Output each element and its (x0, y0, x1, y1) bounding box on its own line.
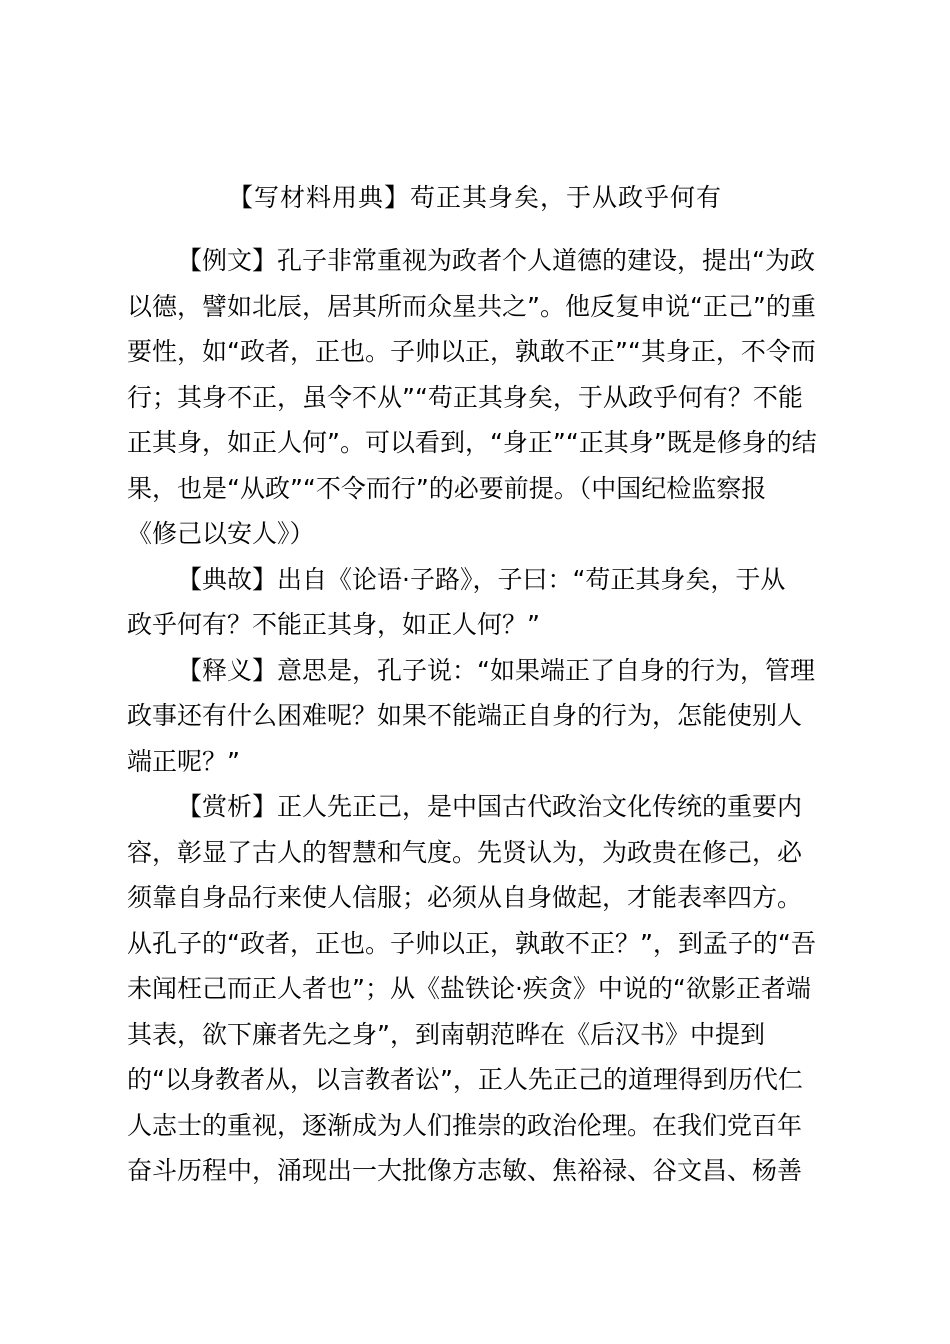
text-line: 正其身，如正人何”。可以看到，“身正”“正其身”既是修身的结 (127, 428, 817, 457)
text-line: 政乎何有？不能正其身，如正人何？” (127, 610, 540, 639)
text-line: 【例文】孔子非常重视为政者个人道德的建设，提出“为政 (177, 246, 815, 275)
document-body (127, 238, 833, 1194)
text-line: 要性，如“政者，正也。子帅以正，孰敢不正”“其身正，不令而 (127, 337, 816, 366)
paragraph-meaning (127, 648, 833, 785)
paragraph-appreciation (127, 784, 833, 1194)
text-line: 果，也是“从政”“不令而行”的必要前提。（中国纪检监察报 (127, 473, 767, 503)
text-line: 《修己以安人》） (127, 519, 315, 548)
text-line: 【典故】出自《论语·子路》，子曰：“苟正其身矣，于从 (177, 564, 786, 594)
paragraph-allusion (127, 557, 833, 648)
text-line: 未闻枉己而正人者也”；从《盐铁论·疾贪》中说的“欲影正者端 (127, 974, 811, 1003)
text-line: 的“以身教者从，以言教者讼”，正人先正己的道理得到历代仁 (127, 1065, 803, 1094)
text-line: 行；其身不正，虽令不从”“苟正其身矣，于从政乎何有？不能 (127, 382, 803, 412)
text-line: 【赏析】正人先正己，是中国古代政治文化传统的重要内 (177, 792, 803, 821)
text-line: 须靠自身品行来使人信服；必须从自身做起，才能表率四方。 (127, 883, 803, 912)
text-line: 以德，譬如北辰，居其所而众星共之”。他反复申说“正己”的重 (127, 291, 816, 321)
text-line: 端正呢？” (127, 746, 240, 776)
text-line: 从孔子的“政者，正也。子帅以正，孰敢不正？”，到孟子的“吾 (127, 928, 816, 958)
text-line: 奋斗历程中，涌现出一大批像方志敏、焦裕禄、谷文昌、杨善 (127, 1156, 803, 1185)
paragraph-example (127, 238, 833, 557)
text-line: 政事还有什么困难呢？如果不能端正自身的行为，怎能使别人 (127, 701, 803, 730)
text-line: 人志士的重视，逐渐成为人们推崇的政治伦理。在我们党百年 (127, 1110, 803, 1140)
text-line: 容，彰显了古人的智慧和气度。先贤认为，为政贵在修己，必 (127, 837, 803, 867)
document-title: 【写材料用典】苟正其身矣，于从政乎何有 (227, 183, 722, 212)
text-line: 【释义】意思是，孔子说：“如果端正了自身的行为，管理 (177, 655, 815, 685)
text-line: 其表，欲下廉者先之身”，到南朝范晔在《后汉书》中提到 (127, 1019, 765, 1049)
